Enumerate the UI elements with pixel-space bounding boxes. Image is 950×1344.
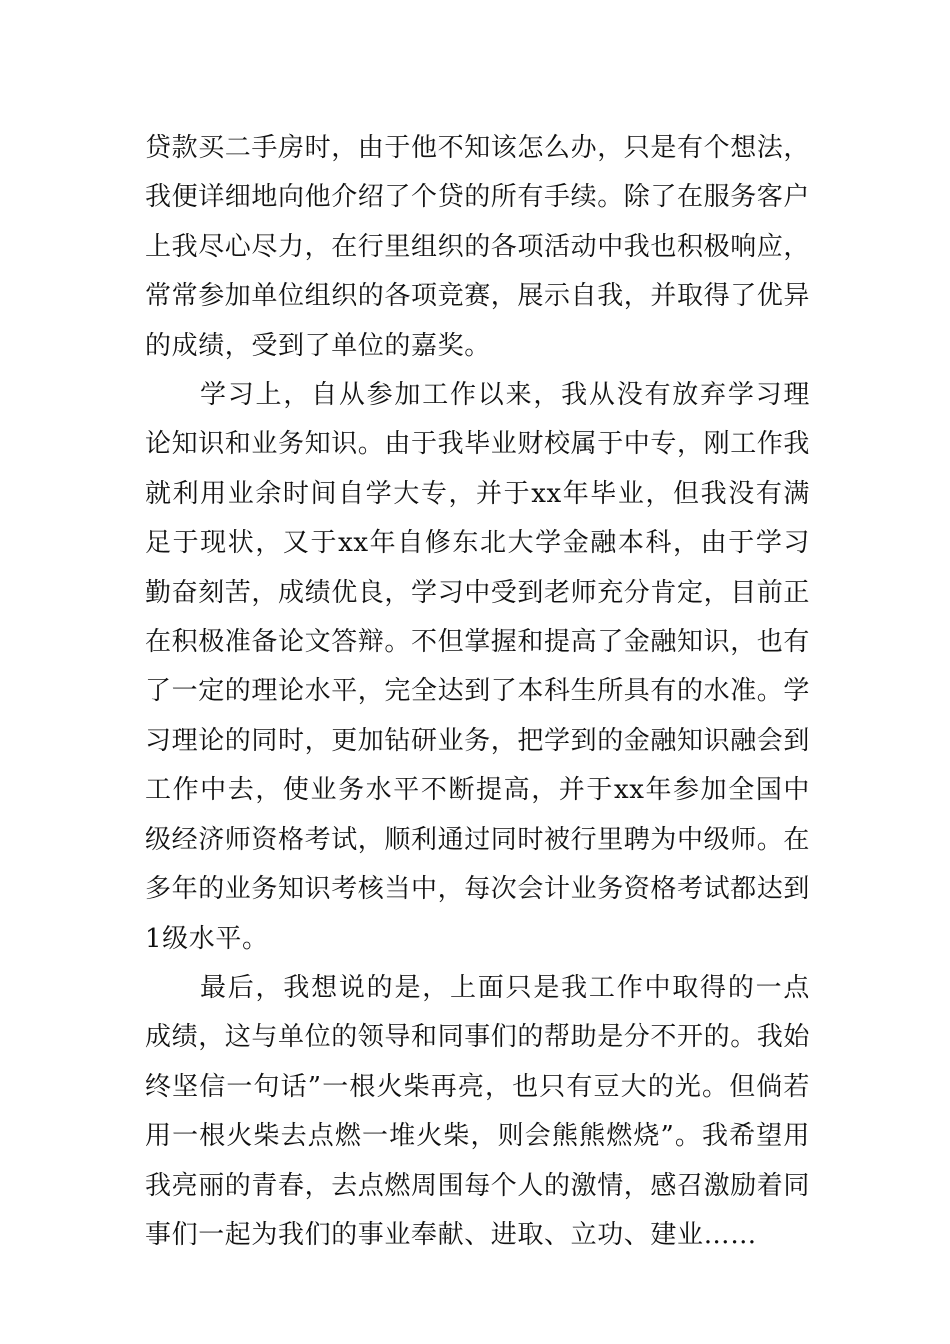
paragraph-conclusion: 最后，我想说的是，上面只是我工作中取得的一点成绩，这与单位的领导和同事们的帮助是分不开的。我始终坚信一句话”一根火柴再亮，也只有豆大的光。但倘若用一根火柴去点燃一堆火柴，则会熊熊燃烧”。我希望用我亮丽的青春，去点燃周围每个人的激情，感召激励着同事们一起为我们的事业奉献、进取、立功、建业……	[145, 972, 811, 1250]
document-body	[145, 124, 810, 1260]
paragraph-study: 学习上，自从参加工作以来，我从没有放弃学习理论知识和业务知识。由于我毕业财校属于中专，刚工作我就利用业余时间自学大专，并于xx年毕业，但我没有满足于现状，又于xx年自修东北大学金融本科，由于学习勤奋刻苦，成绩优良，学习中受到老师充分肯定，目前正在积极准备论文答辩。不但掌握和提高了金融知识，也有了一定的理论水平，完全达到了本科生所具有的水准。学习理论的同时，更加钻研业务，把学到的金融知识融会到工作中去，使业务水平不断提高，并于xx年参加全国中级经济师资格考试，顺利通过同时被行里聘为中级师。在多年的业务知识考核当中，每次会计业务资格考试都达到1级水平。	[145, 380, 811, 954]
paragraph-continuation: 贷款买二手房时，由于他不知该怎么办，只是有个想法，我便详细地向他介绍了个贷的所有手续。除了在服务客户上我尽心尽力，在行里组织的各项活动中我也积极响应，常常参加单位组织的各项竞赛，展示自我，并取得了优异的成绩，受到了单位的嘉奖。	[145, 133, 811, 361]
